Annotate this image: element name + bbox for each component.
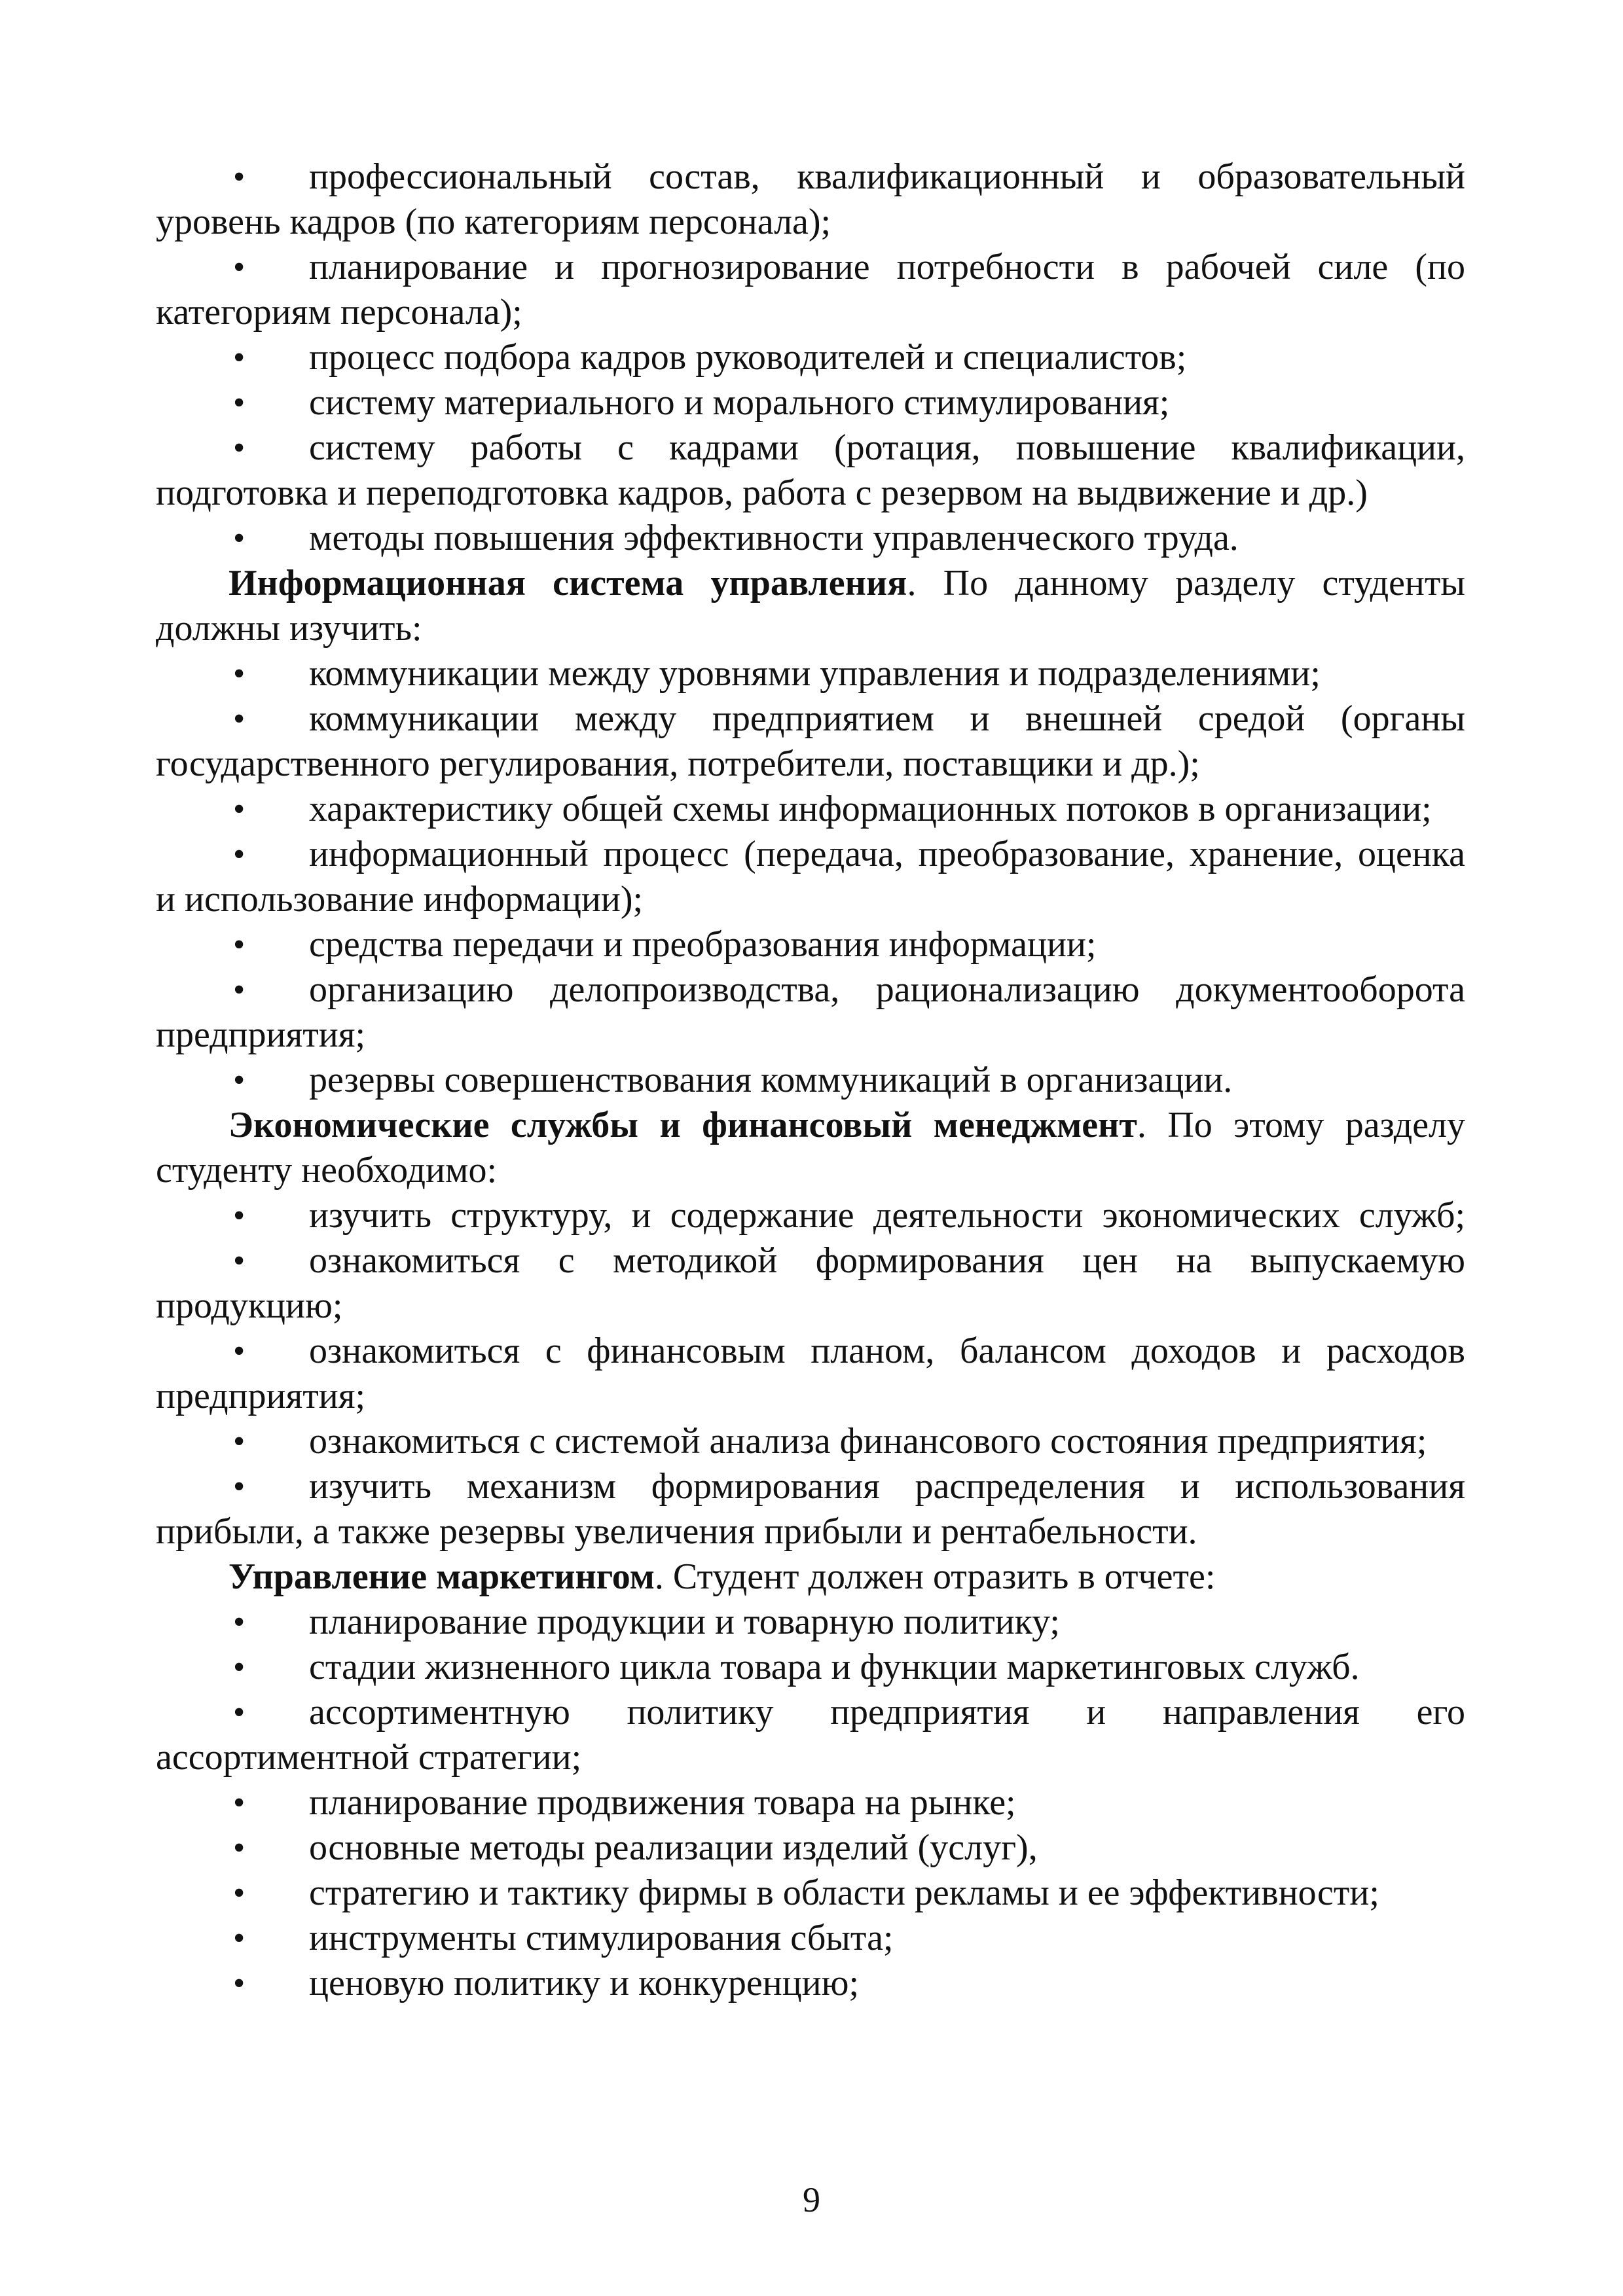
bullet-item <box>156 1961 1465 2006</box>
bullet-text: профессиональный состав, квалификационный и образовательный уровень кадров (по категориям персонала); <box>156 156 1465 242</box>
section-intro-text: . Студент должен отразить в отчете: <box>654 1556 1216 1597</box>
bullet-icon: • <box>233 971 246 1009</box>
bullet-icon: • <box>233 1468 246 1505</box>
bullet-text: характеристику общей схемы информационных потоков в организации; <box>309 789 1432 829</box>
bullet-icon: • <box>233 1197 246 1234</box>
bullet-icon: • <box>233 429 246 467</box>
bullet-item <box>156 1329 1465 1419</box>
bullet-item <box>156 516 1465 561</box>
bullet-text: основные методы реализации изделий (услуг), <box>309 1827 1038 1868</box>
bullet-item <box>156 245 1465 335</box>
bullet-text: изучить структуру, и содержание деятельности экономических служб; <box>309 1195 1465 1236</box>
bullet-text: планирование и прогнозирование потребности в рабочей силе (по категориям персонала); <box>156 247 1465 332</box>
bullet-text: планирование продукции и товарную политику; <box>309 1602 1060 1642</box>
bullet-icon: • <box>233 926 246 963</box>
bullet-text: изучить механизм формирования распределения и использования прибыли, а также резервы увеличения прибыли и рентабельности. <box>156 1466 1465 1552</box>
bullet-item <box>156 1600 1465 1645</box>
bullet-text: ознакомиться с системой анализа финансового состояния предприятия; <box>309 1421 1427 1462</box>
bullet-icon: • <box>233 249 246 286</box>
bullet-text: резервы совершенствования коммуникаций в организации. <box>309 1060 1233 1100</box>
page-body <box>156 154 1465 2006</box>
bullet-icon: • <box>233 1062 246 1099</box>
bullet-icon: • <box>233 1829 246 1867</box>
section-paragraph <box>156 561 1465 651</box>
bullet-text: ознакомиться с методикой формирования цен на выпускаемую продукцию; <box>156 1240 1465 1326</box>
bullet-item <box>156 335 1465 380</box>
bullet-item <box>156 1193 1465 1238</box>
bullet-item <box>156 1464 1465 1554</box>
bullet-icon: • <box>233 1920 246 1957</box>
bullet-text: организацию делопроизводства, рационализацию документооборота предприятия; <box>156 969 1465 1055</box>
bullet-icon: • <box>233 1784 246 1821</box>
bullet-item <box>156 1238 1465 1329</box>
bullet-text: систему работы с кадрами (ротация, повышение квалификации, подготовка и переподготовка кадров, работа с резервом на выдвижение и др.) <box>156 427 1465 513</box>
bullet-item <box>156 922 1465 967</box>
bullet-icon: • <box>233 520 246 557</box>
bullet-icon: • <box>233 339 246 376</box>
bullet-icon: • <box>233 1604 246 1641</box>
bullet-text: информационный процесс (передача, преобразование, хранение, оценка и использование информации); <box>156 834 1465 920</box>
bullet-text: стадии жизненного цикла товара и функции маркетинговых служб. <box>309 1647 1360 1687</box>
bullet-item <box>156 696 1465 787</box>
section-paragraph <box>156 1554 1465 1600</box>
bullet-text: коммуникации между предприятием и внешней средой (органы государственного регулирования, потребители, поставщики и др.); <box>156 698 1465 784</box>
bullet-text: инструменты стимулирования сбыта; <box>309 1918 894 1958</box>
bullet-icon: • <box>233 1965 246 2002</box>
section-intro-text: . По этому разделу студенту необходимо: <box>156 1105 1465 1191</box>
bullet-icon: • <box>233 655 246 692</box>
bullet-icon: • <box>233 1333 246 1370</box>
bullet-text: ценовую политику и конкуренцию; <box>309 1963 860 2003</box>
bullet-item <box>156 425 1465 516</box>
section-intro-text: . По данному разделу студенты должны изучить: <box>156 563 1465 649</box>
bullet-item <box>156 1419 1465 1464</box>
section-title: Экономические службы и финансовый менеджмент <box>228 1105 1137 1145</box>
bullet-icon: • <box>233 791 246 828</box>
bullet-item <box>156 1780 1465 1825</box>
section-title: Управление маркетингом <box>228 1556 655 1597</box>
bullet-item <box>156 1825 1465 1871</box>
bullet-icon: • <box>233 700 246 738</box>
bullet-text: средства передачи и преобразования информации; <box>309 924 1097 965</box>
page-number: 9 <box>803 2180 820 2219</box>
bullet-item <box>156 1058 1465 1103</box>
bullet-item <box>156 1916 1465 1961</box>
bullet-icon: • <box>233 1874 246 1912</box>
section-title: Информационная система управления <box>228 563 907 603</box>
bullet-text: планирование продвижения товара на рынке; <box>309 1782 1016 1823</box>
bullet-text: ассортиментную политику предприятия и направления его ассортиментной стратегии; <box>156 1692 1465 1778</box>
bullet-item <box>156 1690 1465 1780</box>
bullet-icon: • <box>233 158 246 196</box>
bullet-icon: • <box>233 1694 246 1731</box>
bullet-text: ознакомиться с финансовым планом, балансом доходов и расходов предприятия; <box>156 1331 1465 1416</box>
bullet-icon: • <box>233 384 246 422</box>
bullet-text: систему материального и морального стимулирования; <box>309 382 1170 423</box>
bullet-text: процесс подбора кадров руководителей и специалистов; <box>309 337 1187 378</box>
bullet-item <box>156 787 1465 832</box>
bullet-item <box>156 967 1465 1058</box>
bullet-item <box>156 1871 1465 1916</box>
bullet-icon: • <box>233 1649 246 1686</box>
bullet-text: стратегию и тактику фирмы в области рекламы и ее эффективности; <box>309 1873 1379 1913</box>
section-paragraph <box>156 1103 1465 1193</box>
bullet-icon: • <box>233 836 246 873</box>
bullet-item <box>156 651 1465 696</box>
bullet-item <box>156 380 1465 425</box>
bullet-text: методы повышения эффективности управленческого труда. <box>309 518 1239 558</box>
bullet-item <box>156 832 1465 922</box>
bullet-item <box>156 1645 1465 1690</box>
bullet-text: коммуникации между уровнями управления и подразделениями; <box>309 653 1321 694</box>
bullet-icon: • <box>233 1242 246 1280</box>
bullet-item <box>156 154 1465 245</box>
bullet-icon: • <box>233 1423 246 1460</box>
